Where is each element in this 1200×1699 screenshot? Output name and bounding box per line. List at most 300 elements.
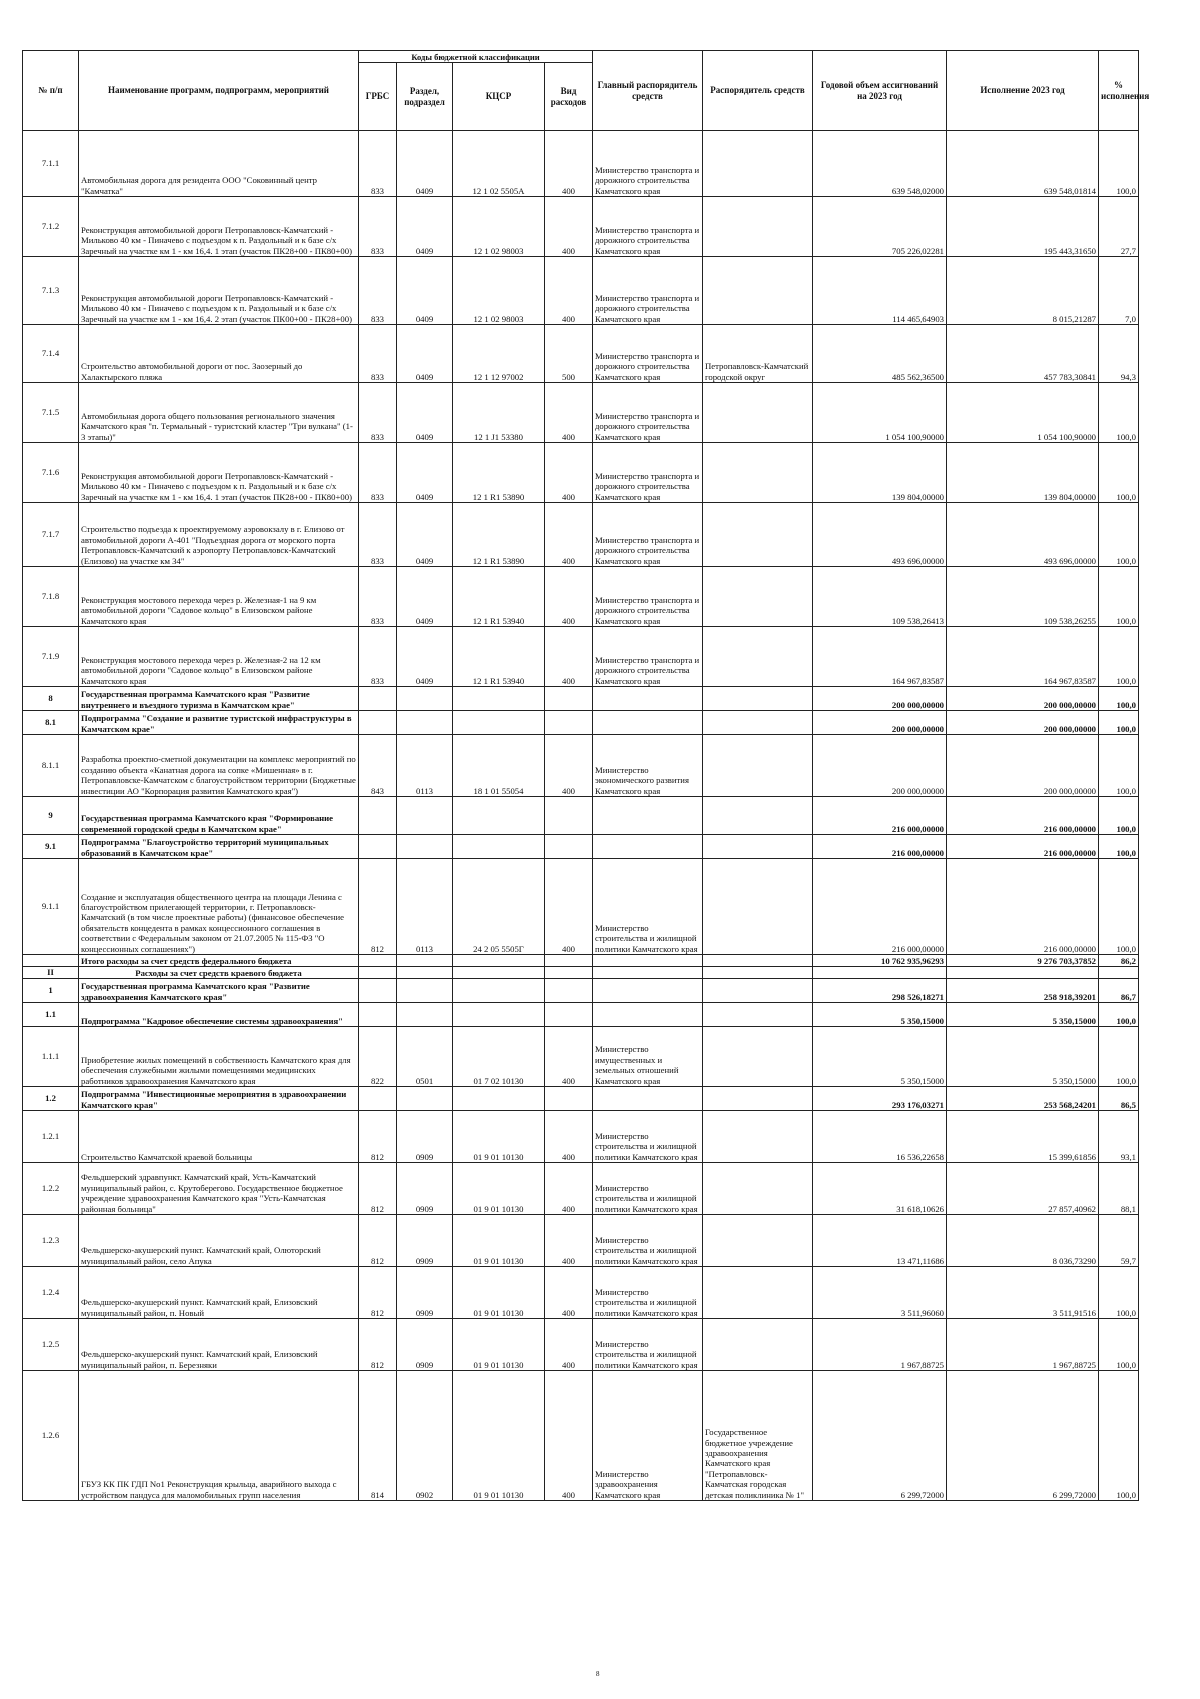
table-row — [23, 197, 1139, 257]
cell-annual-volume: 3 511,96060 — [813, 1267, 947, 1319]
cell-kcsr — [453, 687, 545, 711]
cell-grbs — [359, 967, 397, 979]
table-row — [23, 955, 1139, 967]
cell-section — [397, 967, 453, 979]
table-row — [23, 1267, 1139, 1319]
col-header-section: Раздел, подраздел — [397, 63, 453, 131]
cell-num: 8.1 — [23, 711, 79, 735]
cell-main-distributor: Министерство строительства и жилищной политики Камчатского края — [593, 1215, 703, 1267]
cell-name: Фельдшерско-акушерский пункт. Камчатский край, Елизовский муниципальный район, п. Березняки — [79, 1319, 359, 1371]
cell-name: Фельдшерский здравпункт. Камчатский край, Усть-Камчатский муниципальный район, с. Крутоберегово. Государственное бюджетное учреждение здравоохранения Камчатского края "Усть-Камчатская районная больница" — [79, 1163, 359, 1215]
cell-execution: 3 511,91516 — [947, 1267, 1099, 1319]
cell-expense-type — [545, 687, 593, 711]
cell-execution: 200 000,00000 — [947, 735, 1099, 797]
cell-grbs: 833 — [359, 443, 397, 503]
cell-section: 0409 — [397, 325, 453, 383]
cell-name: Реконструкция мостового перехода через р. Железная-2 на 12 км автомобильной дороги "Садовое кольцо" в Елизовском районе Камчатского края — [79, 627, 359, 687]
table-row — [23, 1163, 1139, 1215]
cell-execution: 216 000,00000 — [947, 859, 1099, 955]
cell-execution: 1 967,88725 — [947, 1319, 1099, 1371]
cell-num: 1.2.6 — [23, 1371, 79, 1501]
table-row — [23, 257, 1139, 325]
cell-main-distributor: Министерство строительства и жилищной политики Камчатского края — [593, 859, 703, 955]
cell-section: 0909 — [397, 1111, 453, 1163]
cell-kcsr: 12 1 J1 53380 — [453, 383, 545, 443]
cell-execution: 5 350,15000 — [947, 1003, 1099, 1027]
cell-percent: 86,5 — [1099, 1087, 1139, 1111]
cell-grbs — [359, 1003, 397, 1027]
cell-kcsr — [453, 955, 545, 967]
cell-annual-volume: 493 696,00000 — [813, 503, 947, 567]
cell-kcsr: 12 1 02 5505А — [453, 131, 545, 197]
cell-annual-volume: 216 000,00000 — [813, 835, 947, 859]
col-header-kcsr: КЦСР — [453, 63, 545, 131]
cell-distributor — [703, 967, 813, 979]
cell-execution: 639 548,01814 — [947, 131, 1099, 197]
cell-distributor — [703, 1267, 813, 1319]
cell-expense-type: 400 — [545, 1267, 593, 1319]
cell-main-distributor — [593, 835, 703, 859]
cell-main-distributor — [593, 955, 703, 967]
cell-execution: 139 804,00000 — [947, 443, 1099, 503]
cell-section — [397, 835, 453, 859]
col-header-codes-group: Коды бюджетной классификации — [359, 51, 593, 63]
cell-distributor — [703, 567, 813, 627]
cell-num: 1.2.5 — [23, 1319, 79, 1371]
cell-section: 0409 — [397, 257, 453, 325]
table-row — [23, 1027, 1139, 1087]
cell-execution: 27 857,40962 — [947, 1163, 1099, 1215]
cell-execution: 457 783,30841 — [947, 325, 1099, 383]
cell-expense-type — [545, 711, 593, 735]
table-row — [23, 687, 1139, 711]
cell-grbs — [359, 711, 397, 735]
cell-execution: 195 443,31650 — [947, 197, 1099, 257]
cell-num: 7.1.4 — [23, 325, 79, 383]
cell-percent: 100,0 — [1099, 735, 1139, 797]
cell-annual-volume: 485 562,36500 — [813, 325, 947, 383]
cell-num: 8 — [23, 687, 79, 711]
cell-grbs: 833 — [359, 383, 397, 443]
cell-name: Государственная программа Камчатского края "Развитие здравоохранения Камчатского края" — [79, 979, 359, 1003]
cell-percent: 100,0 — [1099, 567, 1139, 627]
cell-distributor — [703, 1319, 813, 1371]
cell-kcsr — [453, 1003, 545, 1027]
cell-main-distributor: Министерство здравоохранения Камчатского края — [593, 1371, 703, 1501]
cell-main-distributor — [593, 687, 703, 711]
cell-distributor — [703, 1027, 813, 1087]
table-row — [23, 567, 1139, 627]
cell-distributor — [703, 835, 813, 859]
cell-percent: 86,2 — [1099, 955, 1139, 967]
cell-annual-volume: 5 350,15000 — [813, 1003, 947, 1027]
cell-execution: 493 696,00000 — [947, 503, 1099, 567]
cell-expense-type — [545, 835, 593, 859]
cell-main-distributor — [593, 1087, 703, 1111]
cell-annual-volume: 114 465,64903 — [813, 257, 947, 325]
cell-expense-type — [545, 1087, 593, 1111]
cell-percent: 100,0 — [1099, 503, 1139, 567]
cell-annual-volume: 216 000,00000 — [813, 797, 947, 835]
cell-execution: 216 000,00000 — [947, 797, 1099, 835]
table-row — [23, 859, 1139, 955]
cell-distributor — [703, 627, 813, 687]
cell-num: 7.1.5 — [23, 383, 79, 443]
cell-expense-type: 400 — [545, 131, 593, 197]
cell-main-distributor: Министерство строительства и жилищной политики Камчатского края — [593, 1163, 703, 1215]
cell-section: 0409 — [397, 503, 453, 567]
cell-grbs: 814 — [359, 1371, 397, 1501]
cell-percent: 100,0 — [1099, 627, 1139, 687]
cell-grbs: 833 — [359, 503, 397, 567]
cell-num: 1 — [23, 979, 79, 1003]
cell-name: Строительство Камчатской краевой больницы — [79, 1111, 359, 1163]
cell-kcsr — [453, 1087, 545, 1111]
cell-section: 0409 — [397, 383, 453, 443]
cell-num: 1.1 — [23, 1003, 79, 1027]
cell-name: Автомобильная дорога для резидента ООО "Соковинный центр "Камчатка" — [79, 131, 359, 197]
cell-distributor: Государственное бюджетное учреждение здравоохранения Камчатского края "Петропавловск-Камчатская городская детская поликлиника № 1" — [703, 1371, 813, 1501]
cell-section: 0909 — [397, 1215, 453, 1267]
cell-distributor: Петропавловск-Камчатский городской округ — [703, 325, 813, 383]
cell-grbs: 812 — [359, 1111, 397, 1163]
cell-kcsr — [453, 711, 545, 735]
cell-distributor — [703, 383, 813, 443]
cell-execution: 164 967,83587 — [947, 627, 1099, 687]
cell-name: ГБУЗ КК ПК ГДП No1 Реконструкция крыльца, аварийного выхода с устройством пандуса для маломобильных групп населения — [79, 1371, 359, 1501]
cell-percent: 86,7 — [1099, 979, 1139, 1003]
cell-execution: 253 568,24201 — [947, 1087, 1099, 1111]
cell-name: Подпрограмма "Инвестиционные мероприятия в здравоохранении Камчатского края" — [79, 1087, 359, 1111]
table-row — [23, 383, 1139, 443]
cell-expense-type: 400 — [545, 257, 593, 325]
cell-kcsr — [453, 797, 545, 835]
cell-main-distributor: Министерство строительства и жилищной политики Камчатского края — [593, 1319, 703, 1371]
cell-grbs: 812 — [359, 1215, 397, 1267]
cell-annual-volume: 200 000,00000 — [813, 711, 947, 735]
cell-expense-type: 400 — [545, 1371, 593, 1501]
table-row — [23, 711, 1139, 735]
cell-main-distributor: Министерство транспорта и дорожного строительства Камчатского края — [593, 443, 703, 503]
col-header-expense-type: Вид расходов — [545, 63, 593, 131]
cell-main-distributor: Министерство имущественных и земельных отношений Камчатского края — [593, 1027, 703, 1087]
cell-grbs — [359, 835, 397, 859]
cell-kcsr: 01 9 01 10130 — [453, 1319, 545, 1371]
table-row — [23, 503, 1139, 567]
col-header-annual-volume: Годовой объем ассигнований на 2023 год — [813, 51, 947, 131]
cell-main-distributor — [593, 979, 703, 1003]
cell-distributor — [703, 687, 813, 711]
cell-main-distributor: Министерство транспорта и дорожного строительства Камчатского края — [593, 197, 703, 257]
cell-grbs: 833 — [359, 197, 397, 257]
cell-percent: 100,0 — [1099, 797, 1139, 835]
cell-section: 0409 — [397, 443, 453, 503]
cell-num: 1.2.2 — [23, 1163, 79, 1215]
cell-distributor — [703, 1163, 813, 1215]
cell-distributor — [703, 197, 813, 257]
cell-name: Создание и эксплуатация общественного центра на площади Ленина с благоустройством прилегающей территории, г. Петропавловск-Камчатский (в том числе проектные работы) (финансовое обеспечение обязательств концедента в рамках концессионного соглашения в соответствии с Федеральным законом от 21.07.2005 № 115-ФЗ "О концессионных соглашениях") — [79, 859, 359, 955]
cell-expense-type — [545, 967, 593, 979]
cell-distributor — [703, 131, 813, 197]
cell-main-distributor: Министерство транспорта и дорожного строительства Камчатского края — [593, 131, 703, 197]
cell-percent: 59,7 — [1099, 1215, 1139, 1267]
cell-name: Подпрограмма "Создание и развитие туристской инфраструктуры в Камчатском крае" — [79, 711, 359, 735]
cell-section: 0409 — [397, 197, 453, 257]
cell-grbs: 812 — [359, 1163, 397, 1215]
cell-grbs: 833 — [359, 325, 397, 383]
cell-kcsr: 12 1 R1 53890 — [453, 443, 545, 503]
cell-expense-type — [545, 1003, 593, 1027]
cell-execution: 216 000,00000 — [947, 835, 1099, 859]
cell-expense-type: 400 — [545, 1215, 593, 1267]
cell-name: Подпрограмма "Благоустройство территорий муниципальных образований в Камчатском крае" — [79, 835, 359, 859]
cell-section — [397, 1087, 453, 1111]
cell-num: 1.1.1 — [23, 1027, 79, 1087]
cell-kcsr: 01 9 01 10130 — [453, 1267, 545, 1319]
cell-name: Реконструкция автомобильной дороги Петропавловск-Камчатский - Мильково 40 км - Пиначево с подъездом к п. Раздольный и к базе с/х Заречный на участке км 1 - км 16,4. 1 этап (участок ПК28+00 - ПК80+00) — [79, 197, 359, 257]
cell-name: Реконструкция мостового перехода через р. Железная-1 на 9 км автомобильной дороги "Садовое кольцо" в Елизовском районе Камчатского края — [79, 567, 359, 627]
cell-kcsr — [453, 979, 545, 1003]
cell-grbs: 812 — [359, 859, 397, 955]
cell-percent: 94,3 — [1099, 325, 1139, 383]
cell-main-distributor: Министерство транспорта и дорожного строительства Камчатского края — [593, 383, 703, 443]
cell-expense-type: 400 — [545, 1111, 593, 1163]
table-row — [23, 1215, 1139, 1267]
cell-grbs: 833 — [359, 567, 397, 627]
cell-distributor — [703, 979, 813, 1003]
cell-num: 7.1.7 — [23, 503, 79, 567]
cell-num: 1.2.3 — [23, 1215, 79, 1267]
cell-distributor — [703, 797, 813, 835]
cell-distributor — [703, 1003, 813, 1027]
cell-execution: 6 299,72000 — [947, 1371, 1099, 1501]
cell-percent: 100,0 — [1099, 859, 1139, 955]
cell-percent: 100,0 — [1099, 1319, 1139, 1371]
cell-kcsr: 01 9 01 10130 — [453, 1215, 545, 1267]
cell-num — [23, 955, 79, 967]
cell-grbs: 833 — [359, 257, 397, 325]
table-row — [23, 1087, 1139, 1111]
cell-kcsr: 12 1 02 98003 — [453, 197, 545, 257]
col-header-distributor: Распорядитель средств — [703, 51, 813, 131]
cell-execution: 109 538,26255 — [947, 567, 1099, 627]
cell-kcsr: 01 7 02 10130 — [453, 1027, 545, 1087]
cell-percent: 100,0 — [1099, 1027, 1139, 1087]
cell-percent: 27,7 — [1099, 197, 1139, 257]
cell-name: Строительство автомобильной дороги от пос. Заозерный до Халактырского пляжа — [79, 325, 359, 383]
cell-name: Расходы за счет средств краевого бюджета — [79, 967, 359, 979]
cell-section: 0902 — [397, 1371, 453, 1501]
table-row — [23, 735, 1139, 797]
cell-section — [397, 979, 453, 1003]
cell-num: 1.2 — [23, 1087, 79, 1111]
cell-kcsr — [453, 967, 545, 979]
cell-section — [397, 955, 453, 967]
cell-name: Строительство подъезда к проектируемому аэровокзалу в г. Елизово от автомобильной дороги А-401 "Подъездная дорога от морского порта Петропавловск-Камчатский к аэропорту Петропавловск-Камчатский (Елизово) на участке км 34" — [79, 503, 359, 567]
cell-expense-type: 400 — [545, 197, 593, 257]
col-header-name: Наименование программ, подпрограмм, мероприятий — [79, 51, 359, 131]
table-row — [23, 325, 1139, 383]
cell-expense-type: 400 — [545, 627, 593, 687]
cell-execution: 5 350,15000 — [947, 1027, 1099, 1087]
cell-execution: 200 000,00000 — [947, 711, 1099, 735]
cell-distributor — [703, 503, 813, 567]
cell-execution: 9 276 703,37852 — [947, 955, 1099, 967]
cell-annual-volume: 16 536,22658 — [813, 1111, 947, 1163]
cell-annual-volume: 13 471,11686 — [813, 1215, 947, 1267]
cell-num: 8.1.1 — [23, 735, 79, 797]
table-row — [23, 797, 1139, 835]
cell-annual-volume: 705 226,02281 — [813, 197, 947, 257]
cell-main-distributor — [593, 797, 703, 835]
cell-expense-type: 500 — [545, 325, 593, 383]
cell-name: Государственная программа Камчатского края "Развитие внутреннего и въездного туризма в Камчатском крае" — [79, 687, 359, 711]
cell-section: 0909 — [397, 1163, 453, 1215]
cell-annual-volume: 139 804,00000 — [813, 443, 947, 503]
cell-name: Государственная программа Камчатского края "Формирование современной городской среды в Камчатском крае" — [79, 797, 359, 835]
cell-expense-type: 400 — [545, 859, 593, 955]
table-row — [23, 131, 1139, 197]
table-header — [23, 51, 1150, 131]
cell-kcsr: 12 1 R1 53890 — [453, 503, 545, 567]
cell-num: 7.1.2 — [23, 197, 79, 257]
cell-percent: 100,0 — [1099, 687, 1139, 711]
cell-execution: 258 918,39201 — [947, 979, 1099, 1003]
cell-main-distributor: Министерство транспорта и дорожного строительства Камчатского края — [593, 325, 703, 383]
col-header-execution: Исполнение 2023 год — [947, 51, 1099, 131]
cell-main-distributor — [593, 711, 703, 735]
cell-num: 1.2.4 — [23, 1267, 79, 1319]
cell-num: 7.1.3 — [23, 257, 79, 325]
cell-execution: 15 399,61856 — [947, 1111, 1099, 1163]
cell-main-distributor: Министерство транспорта и дорожного строительства Камчатского края — [593, 503, 703, 567]
cell-percent: 100,0 — [1099, 383, 1139, 443]
cell-annual-volume: 164 967,83587 — [813, 627, 947, 687]
cell-section — [397, 1003, 453, 1027]
cell-main-distributor: Министерство транспорта и дорожного строительства Камчатского края — [593, 627, 703, 687]
cell-percent: 100,0 — [1099, 443, 1139, 503]
cell-percent: 100,0 — [1099, 131, 1139, 197]
cell-percent: 93,1 — [1099, 1111, 1139, 1163]
cell-percent: 100,0 — [1099, 1267, 1139, 1319]
cell-section — [397, 687, 453, 711]
cell-expense-type: 400 — [545, 383, 593, 443]
cell-section: 0409 — [397, 131, 453, 197]
cell-grbs: 833 — [359, 627, 397, 687]
cell-main-distributor — [593, 1003, 703, 1027]
cell-percent: 100,0 — [1099, 835, 1139, 859]
cell-kcsr: 01 9 01 10130 — [453, 1111, 545, 1163]
col-header-percent: % исполнения — [1099, 51, 1139, 131]
cell-grbs — [359, 797, 397, 835]
cell-name: Фельдшерско-акушерский пункт. Камчатский край, Елизовский муниципальный район, п. Новый — [79, 1267, 359, 1319]
cell-grbs: 843 — [359, 735, 397, 797]
cell-name: Подпрограмма "Кадровое обеспечение системы здравоохранения" — [79, 1003, 359, 1027]
cell-grbs — [359, 1087, 397, 1111]
cell-name: Приобретение жилых помещений в собственность Камчатского края для обеспечения служебными жилыми помещениями медицинских работников здравоохранения Камчатского края — [79, 1027, 359, 1087]
cell-annual-volume — [813, 967, 947, 979]
table-row — [23, 979, 1139, 1003]
cell-distributor — [703, 955, 813, 967]
cell-name: Реконструкция автомобильной дороги Петропавловск-Камчатский - Мильково 40 км - Пиначево с подъездом к п. Раздольный и к базе с/х Заречный на участке км 1 - км 16,4. 1 этап (участок ПК28+00 - ПК80+00) — [79, 443, 359, 503]
cell-grbs: 822 — [359, 1027, 397, 1087]
col-header-num: № п/п — [23, 51, 79, 131]
cell-distributor — [703, 711, 813, 735]
cell-kcsr: 12 1 02 98003 — [453, 257, 545, 325]
cell-main-distributor: Министерство строительства и жилищной политики Камчатского края — [593, 1111, 703, 1163]
cell-kcsr: 12 1 12 97002 — [453, 325, 545, 383]
table-row — [23, 967, 1139, 979]
cell-expense-type — [545, 979, 593, 1003]
cell-grbs: 812 — [359, 1319, 397, 1371]
cell-annual-volume: 200 000,00000 — [813, 735, 947, 797]
table-row — [23, 1371, 1139, 1501]
cell-execution: 8 015,21287 — [947, 257, 1099, 325]
table-row — [23, 1319, 1139, 1371]
cell-kcsr: 01 9 01 10130 — [453, 1371, 545, 1501]
cell-annual-volume: 639 548,02000 — [813, 131, 947, 197]
cell-grbs — [359, 955, 397, 967]
cell-percent: 100,0 — [1099, 711, 1139, 735]
cell-grbs: 833 — [359, 131, 397, 197]
cell-execution: 8 036,73290 — [947, 1215, 1099, 1267]
cell-expense-type: 400 — [545, 1319, 593, 1371]
cell-name: Реконструкция автомобильной дороги Петропавловск-Камчатский - Мильково 40 км - Пиначево с подъездом к п. Раздольный и к базе с/х Заречный на участке км 1 - км 16,4. 2 этап (участок ПК00+00 - ПК28+00) — [79, 257, 359, 325]
cell-expense-type: 400 — [545, 503, 593, 567]
cell-section: 0909 — [397, 1267, 453, 1319]
cell-annual-volume: 5 350,15000 — [813, 1027, 947, 1087]
cell-num: II — [23, 967, 79, 979]
budget-table-sheet — [22, 50, 1150, 1501]
cell-num: 7.1.8 — [23, 567, 79, 627]
cell-kcsr: 24 2 05 5505Г — [453, 859, 545, 955]
cell-annual-volume: 1 054 100,90000 — [813, 383, 947, 443]
cell-expense-type: 400 — [545, 443, 593, 503]
cell-percent: 100,0 — [1099, 1003, 1139, 1027]
cell-section: 0113 — [397, 859, 453, 955]
cell-distributor — [703, 1215, 813, 1267]
cell-num: 9 — [23, 797, 79, 835]
cell-percent — [1099, 967, 1139, 979]
table-row — [23, 443, 1139, 503]
cell-expense-type: 400 — [545, 567, 593, 627]
cell-annual-volume: 6 299,72000 — [813, 1371, 947, 1501]
cell-execution — [947, 967, 1099, 979]
cell-kcsr: 12 1 R1 53940 — [453, 627, 545, 687]
cell-main-distributor: Министерство транспорта и дорожного строительства Камчатского края — [593, 257, 703, 325]
cell-section: 0113 — [397, 735, 453, 797]
cell-expense-type — [545, 797, 593, 835]
cell-annual-volume: 31 618,10626 — [813, 1163, 947, 1215]
page-number: 8 — [596, 1670, 600, 1678]
table-row — [23, 627, 1139, 687]
cell-distributor — [703, 1111, 813, 1163]
table-row — [23, 835, 1139, 859]
cell-percent: 100,0 — [1099, 1371, 1139, 1501]
cell-annual-volume: 293 176,03271 — [813, 1087, 947, 1111]
col-header-grbs: ГРБС — [359, 63, 397, 131]
cell-name: Разработка проектно-сметной документации на комплекс мероприятий по созданию объекта «Канатная дорога на сопке «Мишенная» в г. Петропавловске-Камчатском с благоустройством территории (Бюджетные инвестиции АО "Корпорация развития Камчатского края") — [79, 735, 359, 797]
cell-name: Автомобильная дорога общего пользования регионального значения Камчатского края "п. Термальный - туристский кластер "Три вулкана" (1-3 этапы)" — [79, 383, 359, 443]
table-row — [23, 1003, 1139, 1027]
cell-main-distributor: Министерство транспорта и дорожного строительства Камчатского края — [593, 567, 703, 627]
cell-num: 9.1 — [23, 835, 79, 859]
table-row — [23, 1111, 1139, 1163]
cell-main-distributor: Министерство экономического развития Камчатского края — [593, 735, 703, 797]
cell-section: 0409 — [397, 627, 453, 687]
cell-expense-type — [545, 955, 593, 967]
cell-distributor — [703, 859, 813, 955]
